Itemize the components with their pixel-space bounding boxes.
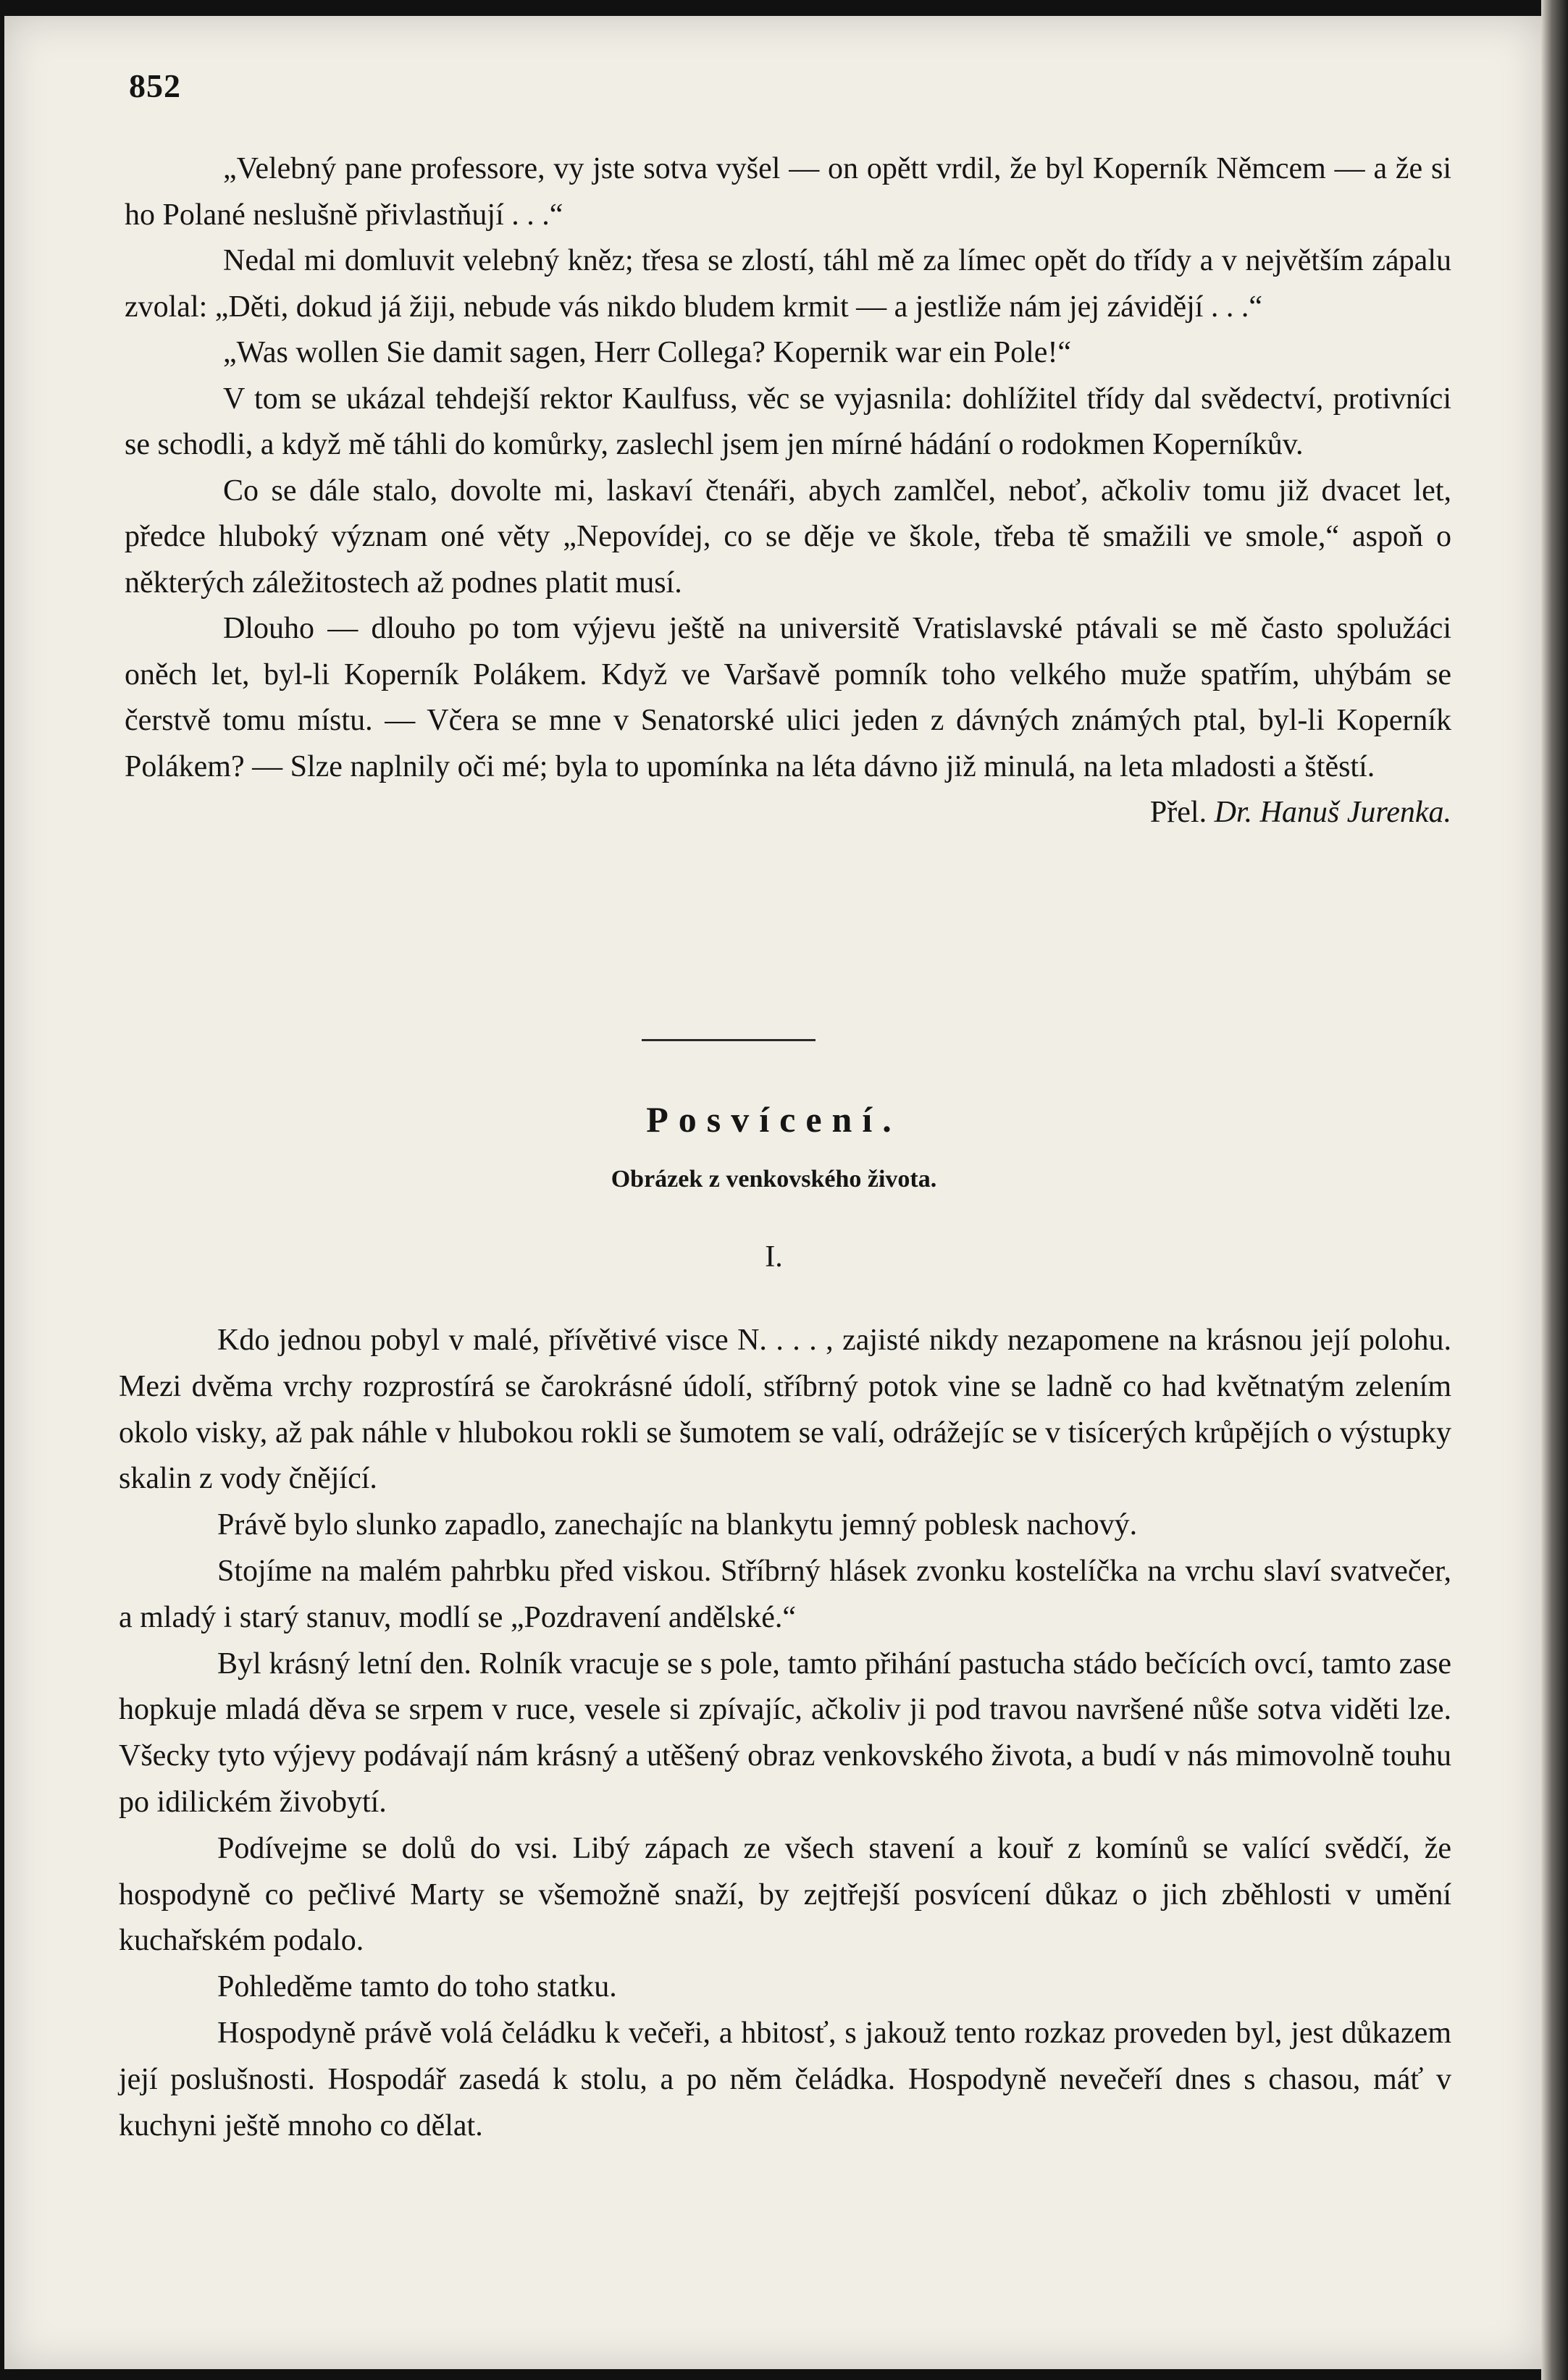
article-posviceni xyxy=(119,1318,1451,2149)
section-number: I. xyxy=(765,1240,783,1274)
section-divider xyxy=(642,1039,816,1041)
article-subtitle: Obrázek z venkovského života. xyxy=(611,1166,937,1193)
paragraph: Hospodyně právě volá čeládku k večeři, a hbitosť, s jakouž tento rozkaz proveden byl, jest důkazem její poslušnosti. Hospodář zasedá k stolu, a po něm čeládka. Hospodyně nevečeří dnes s chasou, máť v kuchyni ještě mnoho co dělat. xyxy=(119,2016,1451,2143)
article-kopernik xyxy=(125,146,1451,836)
page-number: 852 xyxy=(129,67,181,104)
paragraph: Kdo jednou pobyl v malé, přívětivé visce N. . . . , zajisté nikdy nezapomene na krásnou její polohu. Mezi dvěma vrchy rozprostírá se čarokrásné údolí, stříbrný potok vine se ladně co had květnatým zelením okolo visky, až pak náhle v hlubokou rokli se šumotem se valí, odrážejíc se v tisícerých krůpějích o výstupky skalin z vody čnějící. xyxy=(119,1324,1451,1496)
paragraph: Stojíme na malém pahrbku před viskou. Stříbrný hlásek zvonku kostelíčka na vrchu slaví svatvečer, a mladý i starý stanuv, modlí se „Pozdravení andělské.“ xyxy=(119,1554,1451,1634)
paragraph: Byl krásný letní den. Rolník vracuje se s pole, tamto přihání pastucha stádo bečících ovcí, tamto zase hopkuje mladá děva se srpem v ruce, vesele si zpívajíc, ačkoliv ji pod travou navršené nůše sotva viděti lze. Všecky tyto výjevy podávají nám krásný a utěšený obraz venkovského života, a budí v nás mimovolně touhu po idilickém živobytí. xyxy=(119,1647,1451,1819)
paragraph: „Was wollen Sie damit sagen, Herr Collega? Kopernik war ein Pole!“ xyxy=(223,336,1072,369)
paragraph: „Velebný pane professore, vy jste sotva vyšel — on opětt vrdil, že byl Koperník Němcem — a že si ho Polané neslušně přivlastňují . . .“ xyxy=(125,152,1451,232)
paragraph: Právě bylo slunko zapadlo, zanechajíc na blankytu jemný poblesk nachový. xyxy=(217,1508,1138,1542)
signature-prefix: Přel. xyxy=(1149,796,1207,829)
book-page xyxy=(4,16,1543,2369)
signature-name: Dr. Hanuš Jurenka. xyxy=(1214,796,1451,829)
paragraph: Nedal mi domluvit velebný kněz; třesa se zlostí, táhl mě za límec opět do třídy a v největším zápalu zvolal: „Děti, dokud já žiji, nebude vás nikdo bludem krmit — a jestliže nám jej závidějí . . .“ xyxy=(125,244,1451,324)
paragraph: Podívejme se dolů do vsi. Libý zápach ze všech stavení a kouř z komínů se valící svědčí, že hospodyně co pečlivé Marty se všemožně snaží, by zejtřejší posvícení důkaz o jich zběhlosti v umění kuchařském podalo. xyxy=(119,1831,1451,1958)
paragraph: Co se dále stalo, dovolte mi, laskaví čtenáři, abych zamlčel, neboť, ačkoliv tomu již dvacet let, předce hluboký význam oné věty „Nepovídej, co se děje ve škole, třeba tě smažili ve smole,“ aspoň o některých záležitostech až podnes platit musí. xyxy=(125,474,1451,600)
paragraph: Dlouho — dlouho po tom výjevu ještě na universitě Vratislavské ptávali se mě často spolužáci oněch let, byl-li Koperník Polákem. Když ve Varšavě pomník toho velkého muže spatřím, uhýbám se čerstvě tomu místu. — Včera se mne v Senatorské ulici jeden z dávných známých ptal, byl-li Koperník Polákem? — Slze naplnily oči mé; byla to upomínka na léta dávno již minulá, na leta mladosti a štěstí. xyxy=(125,612,1451,783)
article-title: Posvícení. xyxy=(646,1099,902,1140)
paragraph: V tom se ukázal tehdejší rektor Kaulfuss, věc se vyjasnila: dohlížitel třídy dal svědectví, protivníci se schodli, a když mě táhli do komůrky, zaslechl jsem jen mírné hádání o rodokmen Koperníkův. xyxy=(125,382,1451,461)
paragraph: Pohleděme tamto do toho statku. xyxy=(217,1970,617,2004)
translator-signature xyxy=(125,790,1451,836)
book-spine-edge xyxy=(1541,0,1568,2380)
